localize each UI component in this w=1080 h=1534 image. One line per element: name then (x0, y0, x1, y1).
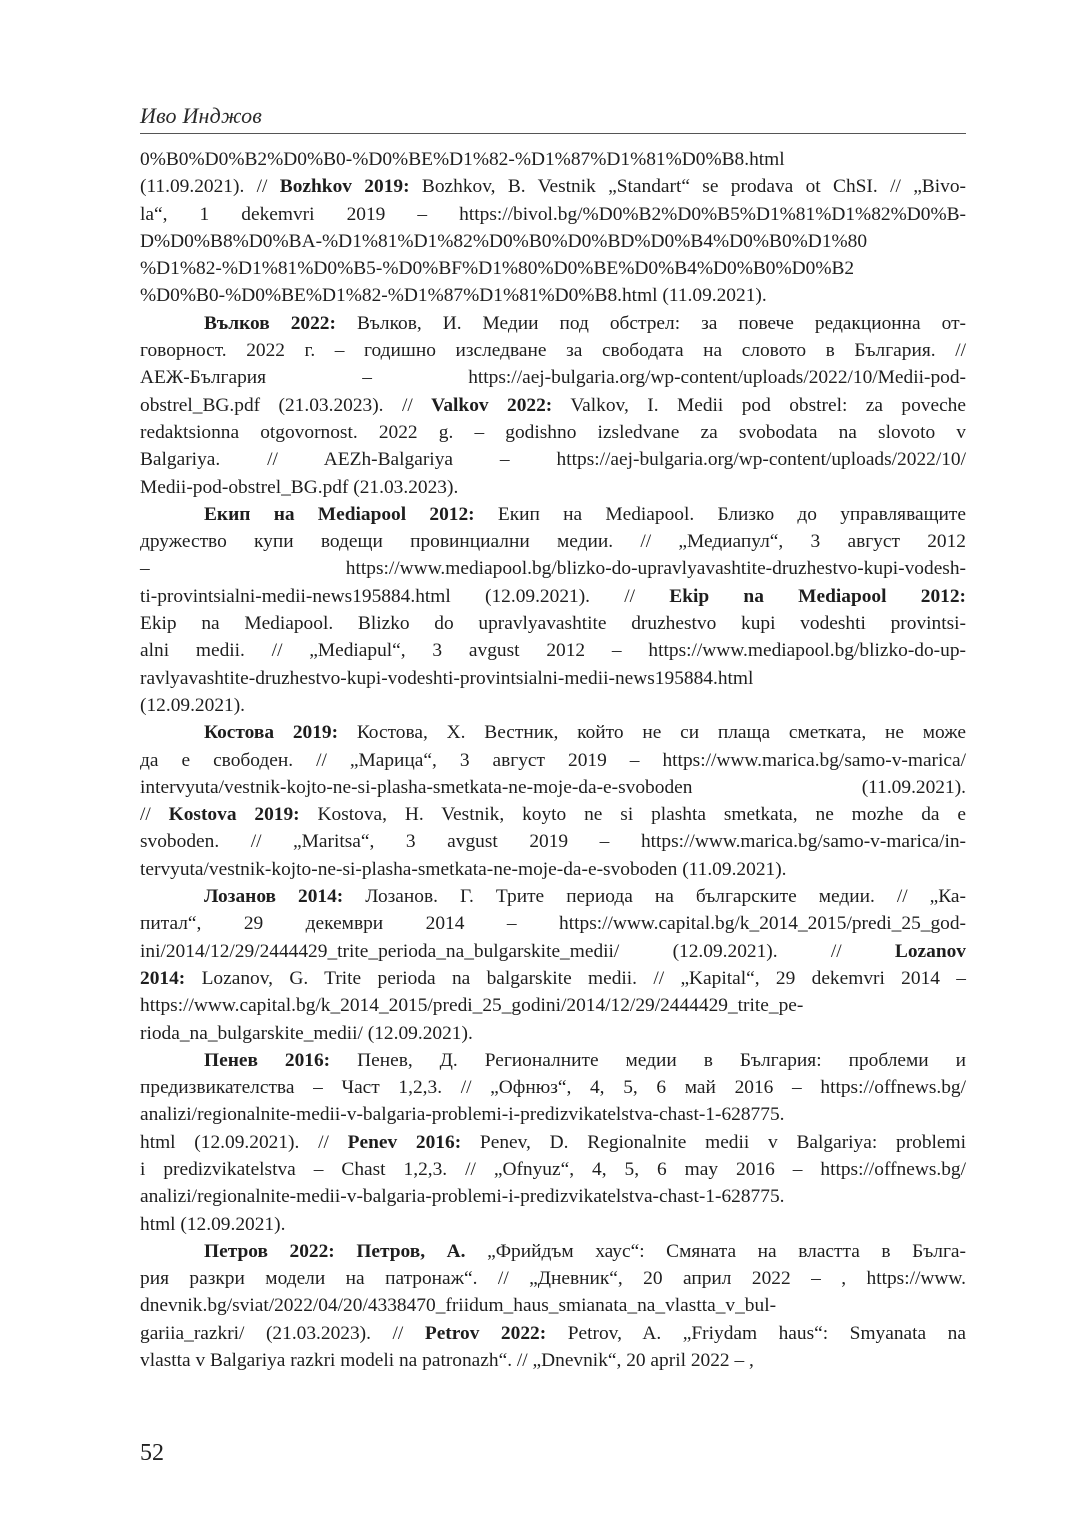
entry-line: 2014: Lozanov, G. Trite perioda na balgarskite medii. // „Kapital“, 29 dekemvri 2014 – (140, 967, 966, 989)
entry-line: АЕЖ-България – https://aej-bulgaria.org/wp-content/uploads/2022/10/Medii-pod- (140, 367, 966, 389)
entry-line: https://www.capital.bg/k_2014_2015/predi_25_godini/2014/12/29/2444429_trite_pe- (140, 995, 804, 1017)
entry-line: Medii-pod-obstrel_BG.pdf (21.03.2023). (140, 476, 459, 498)
entry-line: tervyuta/vestnik-kojto-ne-si-plasha-smetkata-ne-moje-da-e-svoboden (11.09.2021). (140, 858, 787, 880)
citation-key: Lozanov (894, 940, 966, 962)
entry-line: (11.09.2021). // Bozhkov 2019: Bozhkov, B. Vestnik „Standart“ se prodava ot ChSI. // „Bivo- (140, 176, 966, 198)
entry-line: alni medii. // „Mediapul“, 3 avgust 2012 – https://www.mediapool.bg/blizko-do-up- (140, 640, 966, 662)
entry-line: – https://www.mediapool.bg/blizko-do-upravlyavashtite-druzhestvo-kupi-vodesh- (140, 558, 966, 580)
citation-key: Ekip na Mediapool 2012: (669, 585, 966, 607)
header-rule (140, 133, 966, 134)
citation-key: Kostova 2019: (168, 804, 300, 826)
entry-line: rioda_na_bulgarskite_medii/ (12.09.2021). (140, 1022, 473, 1044)
entry-line: Вълков 2022: Вълков, И. Медии под обстрел: за повече редакционна от- (204, 312, 967, 334)
citation-key: Костова 2019: (204, 722, 339, 744)
bibliography-entry (140, 883, 966, 1047)
entry-line: html (12.09.2021). (140, 1213, 286, 1235)
entry-line: (12.09.2021). (140, 694, 246, 716)
entry-line: dnevnik.bg/sviat/2022/04/20/4338470_friidum_haus_smianata_na_vlastta_v_bul- (140, 1295, 777, 1317)
entry-line: intervyuta/vestnik-kojto-ne-si-plasha-smetkata-ne-moje-da-e-svoboden (11.09.2021). (140, 776, 966, 798)
entry-line: рия разкри модели на патронаж“. // „Дневник“, 20 април 2022 – , https://www. (140, 1268, 966, 1290)
entry-line: Balgariya. // AEZh-Balgariya – https://aej-bulgaria.org/wp-content/uploads/2022/10/ (140, 449, 966, 471)
entry-line: говорност. 2022 г. – годишно изследване за свободата на словото в България. // (140, 340, 966, 362)
entry-line: Пенев 2016: Пенев, Д. Регионалните медии в България: проблеми и (204, 1049, 966, 1071)
citation-key: Valkov 2022: (431, 394, 553, 416)
entry-line: предизвикателства – Част 1,2,3. // „Офнюз“, 4, 5, 6 май 2016 – https://offnews.bg/ (140, 1077, 966, 1099)
entry-line: Костова 2019: Костова, Х. Вестник, който не си плаща сметката, не може (204, 722, 966, 744)
entry-line: 0%B0%D0%B2%D0%B0-%D0%BE%D1%82-%D1%87%D1%81%D0%B8.html (140, 149, 785, 170)
entry-line: html (12.09.2021). // Penev 2016: Penev, D. Regionalnite medii v Balgariya: problemi (140, 1131, 967, 1153)
entry-line: D%D0%B8%D0%BA-%D1%81%D1%82%D0%B0%D0%BD%D0%B4%D0%B0%D1%80 (140, 230, 868, 252)
entry-line: Ekip na Mediapool. Blizko do upravlyavashtite druzhestvo kupi vodeshti provintsi- (140, 613, 966, 635)
bibliography-entry (140, 1047, 966, 1238)
entry-line: дружество купи водещи провинциални медии. // „Медиапул“, 3 август 2012 (140, 531, 966, 553)
bibliography-list (140, 146, 966, 1374)
entry-line: i predizvikatelstva – Chast 1,2,3. // „Ofnyuz“, 4, 5, 6 may 2016 – https://offnews.bg/ (140, 1158, 966, 1180)
bibliography-entry (140, 1238, 966, 1374)
entry-line: %D0%B0-%D0%BE%D1%82-%D1%87%D1%81%D0%B8.html (11.09.2021). (140, 285, 767, 307)
citation-key: Вълков 2022: (204, 312, 336, 334)
entry-line: vlastta v Balgariya razkri modeli na patronazh“. // „Dnevnik“, 20 april 2022 – , (140, 1350, 754, 1372)
citation-key: Bozhkov 2019: (279, 176, 410, 198)
entry-line: svoboden. // „Maritsa“, 3 avgust 2019 – https://www.marica.bg/samo-v-marica/in- (140, 831, 966, 853)
entry-line: Петров 2022: Петров, А. „Фрийдъм хаус“: Смяната на властта в Бълга- (204, 1240, 966, 1262)
entry-line: obstrel_BG.pdf (21.03.2023). // Valkov 2022: Valkov, I. Medii pod obstrel: za poveche (140, 394, 966, 416)
citation-key: Екип на Mediapool 2012: (204, 503, 475, 525)
entry-line: // Kostova 2019: Kostova, H. Vestnik, koyto ne si plashta smetkata, ne mozhe da e (140, 804, 966, 826)
entry-line: gariia_razkri/ (21.03.2023). // Petrov 2022: Petrov, A. „Friydam haus“: Smyanata na (140, 1322, 966, 1344)
citation-key: Лозанов 2014: (204, 886, 344, 908)
bibliography-entry (140, 719, 966, 883)
citation-key: Petrov 2022: (424, 1322, 547, 1344)
entry-line: питал“, 29 декември 2014 – https://www.capital.bg/k_2014_2015/predi_25_god- (140, 913, 966, 935)
entry-line: да е свободен. // „Марица“, 3 август 2019 – https://www.marica.bg/samo-v-marica/ (140, 749, 966, 771)
entry-line: Лозанов 2014: Лозанов. Г. Трите периода на българските медии. // „Ка- (204, 886, 966, 908)
citation-key: 2014: (140, 967, 186, 989)
bibliography-entry (140, 501, 966, 719)
entry-line: %D1%82-%D1%81%D0%B5-%D0%BF%D1%80%D0%BE%D0%B4%D0%B0%D0%B2 (140, 258, 855, 280)
entry-line: la“, 1 dekemvri 2019 – https://bivol.bg/%D0%B2%D0%B5%D1%81%D1%82%D0%B- (140, 203, 966, 225)
citation-key: Пенев 2016: (204, 1049, 331, 1071)
entry-line: Екип на Mediapool 2012: Екип на Mediapool. Близко до управляващите (204, 503, 966, 525)
entry-line: ravlyavashtite-druzhestvo-kupi-vodeshti-provintsialni-medii-news195884.html (140, 667, 754, 689)
page-number: 52 (140, 1440, 164, 1466)
citation-key: Петров 2022: Петров, А. (204, 1240, 466, 1262)
bibliography-entry (140, 310, 966, 501)
entry-line: analizi/regionalnite-medii-v-balgaria-problemi-i-predizvikatelstva-chast-1-628775. (140, 1104, 785, 1126)
running-head: Иво Инджов (140, 103, 263, 128)
entry-line: ti-provintsialni-medii-news195884.html (12.09.2021). // Ekip na Mediapool 2012: (140, 585, 966, 607)
entry-line: ini/2014/12/29/2444429_trite_perioda_na_bulgarskite_medii/ (12.09.2021). // Lozanov (140, 940, 966, 962)
entry-line: analizi/regionalnite-medii-v-balgaria-problemi-i-predizvikatelstva-chast-1-628775. (140, 1186, 785, 1208)
citation-key: Penev 2016: (347, 1131, 462, 1153)
entry-line: redaktsionna otgovornost. 2022 g. – godishno izsledvane za svobodata na slovoto v (140, 421, 966, 443)
bibliography-entry (140, 146, 966, 310)
